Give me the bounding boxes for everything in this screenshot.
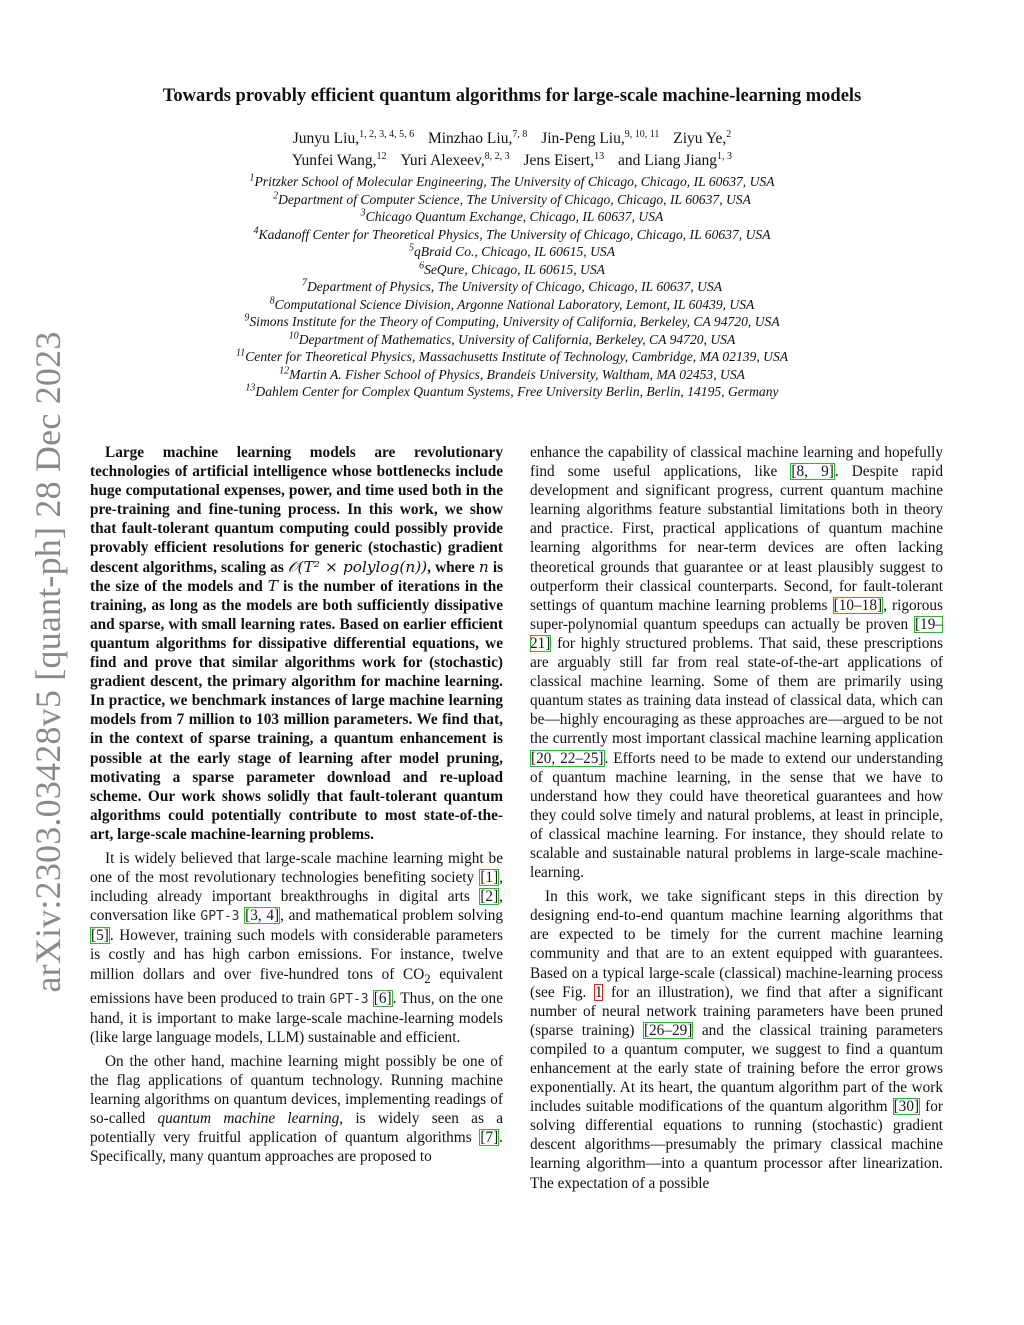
citation-link[interactable]: [2]: [480, 888, 499, 906]
citation-link[interactable]: [3, 4]: [245, 907, 280, 925]
author: Jin-Peng Liu,$^{9, 10, 11}$: [541, 128, 660, 147]
author: Minzhao Liu,$^{7, 8}$: [427, 128, 528, 147]
citation-link[interactable]: [1]: [480, 869, 499, 887]
affiliation: $^8$Computational Science Division, Argonne National Laboratory, Lemont, IL 60439, USA: [269, 294, 755, 312]
author-line-1: [0, 128, 1024, 150]
arxiv-identifier: arXiv:2303.03428v5 [quant-ph] 28 Dec 2023: [28, 331, 68, 993]
author: Yunfei Wang,$^{12}$: [291, 150, 387, 169]
author-line-2: [0, 150, 1024, 172]
paragraph-continued: enhance the capability of classical machine learning and hopefully find some useful applications, like [8, 9]. Despite rapid development and significant progress, current quantum machine learning algorithms feature substantial limitations both in theory and practice. First, practical applications of quantum machine learning algorithms for near-term devices are often lacking theoretical grounds that guarantee or at least plausibly suggest to outperform their classical counterparts. Second, for fault-tolerant settings of quantum machine learning problems [10–18], rigorous super-polynomial quantum speedups can actually be proven [19–21] for highly structured problems. That said, these prescriptions are arguably still far from real state-of-the-art applications of classical machine learning. Some of them are primarily using quantum states as training data instead of classical data, which can be—highly encouraging as these approaches are—argued to be not the currently most important classical machine learning application [20, 22–25]. Efforts need to be made to extend our understanding of quantum machine learning, in the sense that we have to understand how they could have theoretical guarantees and how they could solve timely and natural problems, at least in principle, of classical machine learning. For instance, they should relate to scalable and sustainable natural problems in large-scale machine-learning.: [530, 444, 943, 882]
paragraph-this-work: In this work, we take significant steps in this direction by designing end-to-end quantum machine learning algorithms that are expected to be timely for the current machine learning community and that are to an extent equipped with guarantees. Based on a typical large-scale (classical) machine-learning process (see Fig. 1 for an illustration), we find that after a significant number of neural network training parameters have been pruned (sparse training) [26–29] and the classical training parameters compiled to a quantum computer, we suggest to find a quantum enhancement at the early state of training before the error grows exponentially. At its heart, the quantum algorithm part of the work includes suitable modifications of the quantum algorithm [30] for solving differential equations to running (stochastic) gradient descent algorithms—presumably the primary classical machine learning algorithm—into a quantum processor after linearization. The expectation of a possible: [530, 888, 943, 1192]
author: Yuri Alexeev,$^{8, 2, 3}$: [400, 150, 510, 169]
affiliation: $^5$qBraid Co., Chicago, IL 60615, USA: [408, 242, 616, 259]
figure-link[interactable]: 1: [594, 983, 603, 1001]
affiliation: $^2$Department of Computer Science, The University of Chicago, Chicago, IL 60637, USA: [273, 189, 751, 207]
affiliation: $^{11}$Center for Theoretical Physics, Massachusetts Institute of Technology, Cambridge, MA 02139, USA: [235, 347, 789, 364]
citation-link[interactable]: [10–18]: [833, 596, 883, 614]
affiliation: $^9$Simons Institute for the Theory of Computing, University of California, Berkeley, CA 94720, USA: [244, 312, 780, 329]
affiliation: $^7$Department of Physics, The University of Chicago, Chicago, IL 60637, USA: [301, 277, 723, 294]
citation-link[interactable]: [6]: [373, 989, 392, 1007]
left-column: [90, 443, 503, 1172]
complexity-formula: 𝒪(T² × polylog(n)): [287, 557, 428, 576]
right-column: [530, 443, 943, 1198]
affiliation: $^{10}$Department of Mathematics, University of California, Berkeley, CA 94720, USA: [288, 329, 736, 347]
citation-link[interactable]: [20, 22–25]: [531, 749, 604, 767]
author: Junyu Liu,$^{1, 2, 3, 4, 5, 6}$: [292, 128, 415, 147]
citation-link[interactable]: [8, 9]: [791, 463, 834, 481]
citation-link[interactable]: [26–29]: [643, 1021, 693, 1039]
paper-title: Towards provably efficient quantum algorithms for large-scale machine-learning models: [162, 86, 862, 106]
author: Jens Eisert,$^{13}$: [523, 150, 605, 169]
affiliation: $^3$Chicago Quantum Exchange, Chicago, IL 60637, USA: [360, 207, 664, 224]
author: and Liang Jiang$^{1, 3}$: [618, 150, 733, 169]
affiliation: $^4$Kadanoff Center for Theoretical Physics, The University of Chicago, Chicago, IL 60637, USA: [253, 224, 771, 242]
paragraph-intro: It is widely believed that large-scale machine learning might be one of the most revolutionary technologies benefiting society [1], including already important breakthroughs in digital arts [2], conversation like GPT-3 [3, 4], and mathematical problem solving [5]. However, training such models with considerable parameters is costly and has high carbon emissions. For instance, twelve million dollars and over five-hundred tons of $CO_2$ equivalent emissions have been produced to train GPT-3 [6]. Thus, on the one hand, it is important to make large-scale machine-learning models (like large language models, LLM) sustainable and efficient.: [90, 849, 504, 1046]
paragraph-quantum-ml: On the other hand, machine learning might possibly be one of the flag applications of quantum technology. Running machine learning algorithms on quantum devices, implementing readings of so-called quantum machine learning, is widely seen as a potentially very fruitful application of quantum algorithms [7]. Specifically, many quantum approaches are proposed to: [90, 1052, 503, 1166]
affiliation: $^{13}$Dahlem Center for Complex Quantum Systems, Free University Berlin, Berlin, 14195, Germany: [245, 382, 779, 399]
affiliation: $^6$SeQure, Chicago, IL 60615, USA: [419, 259, 605, 277]
citation-link[interactable]: [19–21]: [530, 615, 943, 652]
author: Ziyu Ye,$^2$: [673, 128, 732, 147]
citation-link[interactable]: [5]: [91, 927, 109, 945]
affiliation: $^1$Pritzker School of Molecular Engineering, The University of Chicago, Chicago, IL 60637, USA: [249, 172, 775, 189]
citation-link[interactable]: [7]: [480, 1129, 499, 1147]
affiliation-list: [0, 173, 1024, 401]
citation-link[interactable]: [30]: [893, 1098, 920, 1116]
abstract: Large machine learning models are revolutionary technologies of artificial intelligence whose bottlenecks include huge computational expenses, power, and time used both in the pre-training and fine-tuning process. In this work, we show that fault-tolerant quantum computing could possibly provide provably efficient resolutions for generic (stochastic) gradient descent algorithms, scaling as 𝒪(T² × polylog(n)), where n is the size of the models and T is the number of iterations in the training, as long as the models are both sufficiently dissipative and sparse, with small learning rates. Based on earlier efficient quantum algorithms for dissipative differential equations, we find and prove that similar algorithms work for (stochastic) gradient descent, the primary algorithm for machine learning. In practice, we benchmark instances of large machine learning models from 7 million to 103 million parameters. We find that, in the context of sparse training, a quantum enhancement is possible at the early stage of learning after model pruning, motivating a sparse parameter download and re-upload scheme. Our work shows solidly that fault-tolerant quantum algorithms could potentially contribute to most state-of-the-art, large-scale machine-learning problems.: [90, 444, 504, 843]
author-list: [0, 128, 1024, 172]
affiliation: $^{12}$Martin A. Fisher School of Physics, Brandeis University, Waltham, MA 02453, USA: [279, 364, 745, 382]
